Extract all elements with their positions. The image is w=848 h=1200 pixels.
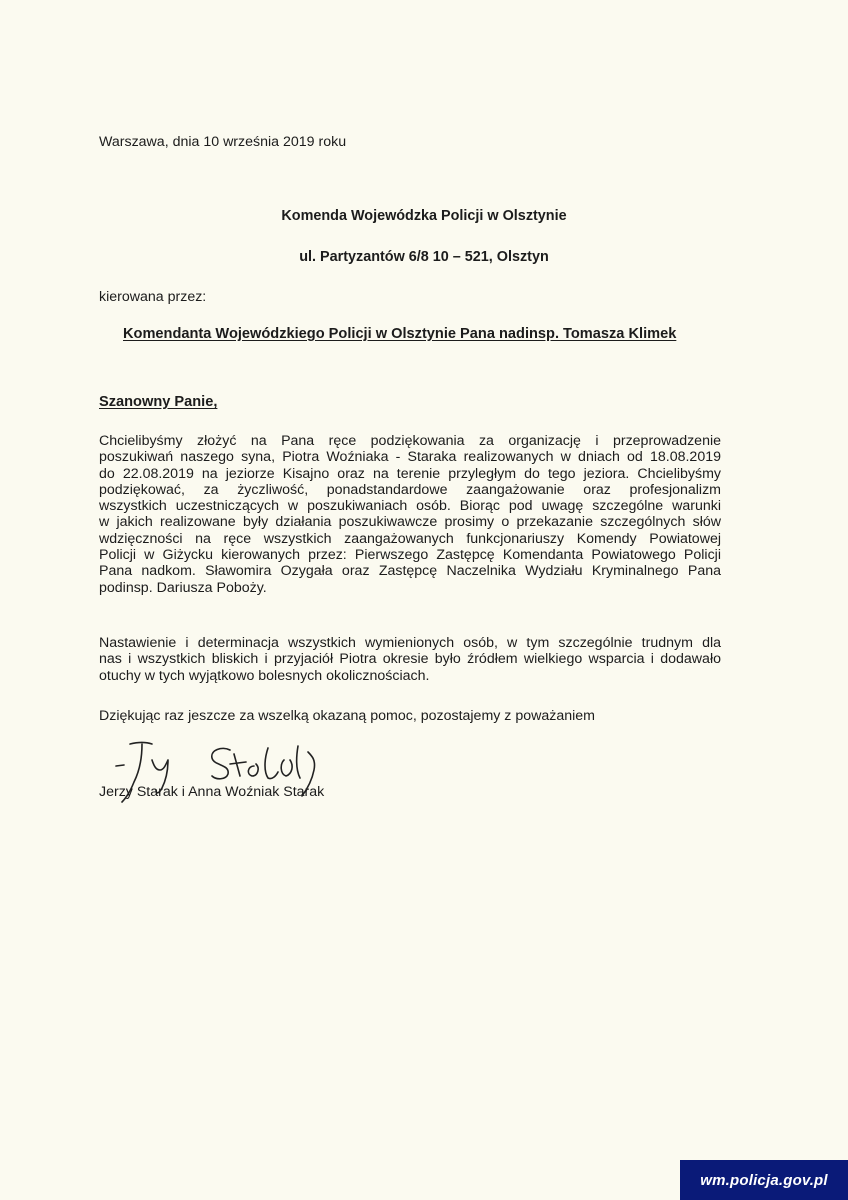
date-line: Warszawa, dnia 10 września 2019 roku: [99, 134, 347, 150]
addressee-name: Komenda Wojewódzka Policji w Olsztynie: [281, 208, 567, 224]
paragraph-line: podziękować, za życzliwość, ponadstandardowe zaangażowanie oraz profesjonalizm: [99, 481, 721, 498]
footer-brand-text: wm.policja.gov.pl: [700, 1171, 828, 1189]
closing-line: Dziękując raz jeszcze za wszelką okazaną pomoc, pozostajemy z poważaniem: [99, 708, 595, 724]
paragraph-thanks: [99, 433, 721, 596]
paragraph-line: wszystkich uczestniczących w poszukiwaniach osób. Biorąc pod uwagę szczególne warunki: [99, 498, 721, 515]
directed-label: kierowana przez:: [99, 289, 207, 305]
signers-names: Jerzy Starak i Anna Woźniak Starak: [99, 784, 325, 800]
salutation: Szanowny Panie,: [99, 394, 218, 410]
paragraph-line: otuchy w tych wyjątkowo bolesnych okolicznościach.: [99, 667, 430, 684]
paragraph-line: wdzięczności na ręce wszystkich zaangażowanych funkcjonariuszy Komendy Powiatowej: [99, 530, 721, 547]
paragraph-attitude: [99, 635, 721, 684]
paragraph-line: do 22.08.2019 na jeziorze Kisajno oraz na terenie przyległym do tego jeziora. Chcielibyśmy: [99, 465, 721, 482]
paragraph-line: Chcielibyśmy złożyć na Pana ręce podziękowania za organizację i przeprowadzenie: [99, 433, 721, 449]
paragraph-line: podinsp. Dariusza Poboży.: [99, 579, 267, 596]
paragraph-line: Nastawienie i determinacja wszystkich wymienionych osób, w tym szczególnie trudnym dla: [99, 635, 721, 651]
paragraph-line: poszukiwań naszego syna, Piotra Woźniaka - Staraka realizowanych w dniach od 18.08.2019: [99, 449, 721, 466]
paragraph-line: nas i wszystkich bliskich i przyjaciół Piotra okresie było źródłem wielkiego wsparcia i dodawało: [99, 651, 721, 668]
footer-brand-link[interactable]: [680, 1160, 848, 1200]
paragraph-line: w jakich realizowane były działania poszukiwawcze prosimy o przekazanie szczególnych słów: [99, 514, 721, 531]
paragraph-line: Policji w Giżycku kierowanych przez: Pierwszego Zastępcę Komendanta Powiatowego Policji: [99, 547, 721, 564]
addressee-address: ul. Partyzantów 6/8 10 – 521, Olsztyn: [299, 249, 549, 265]
recipient-line: Komendanta Wojewódzkiego Policji w Olsztynie Pana nadinsp. Tomasza Klimek: [123, 326, 677, 342]
paragraph-line: Pana nadkom. Sławomira Ozygała oraz Zastępcę Naczelnika Wydziału Kryminalnego Pana: [99, 563, 721, 580]
